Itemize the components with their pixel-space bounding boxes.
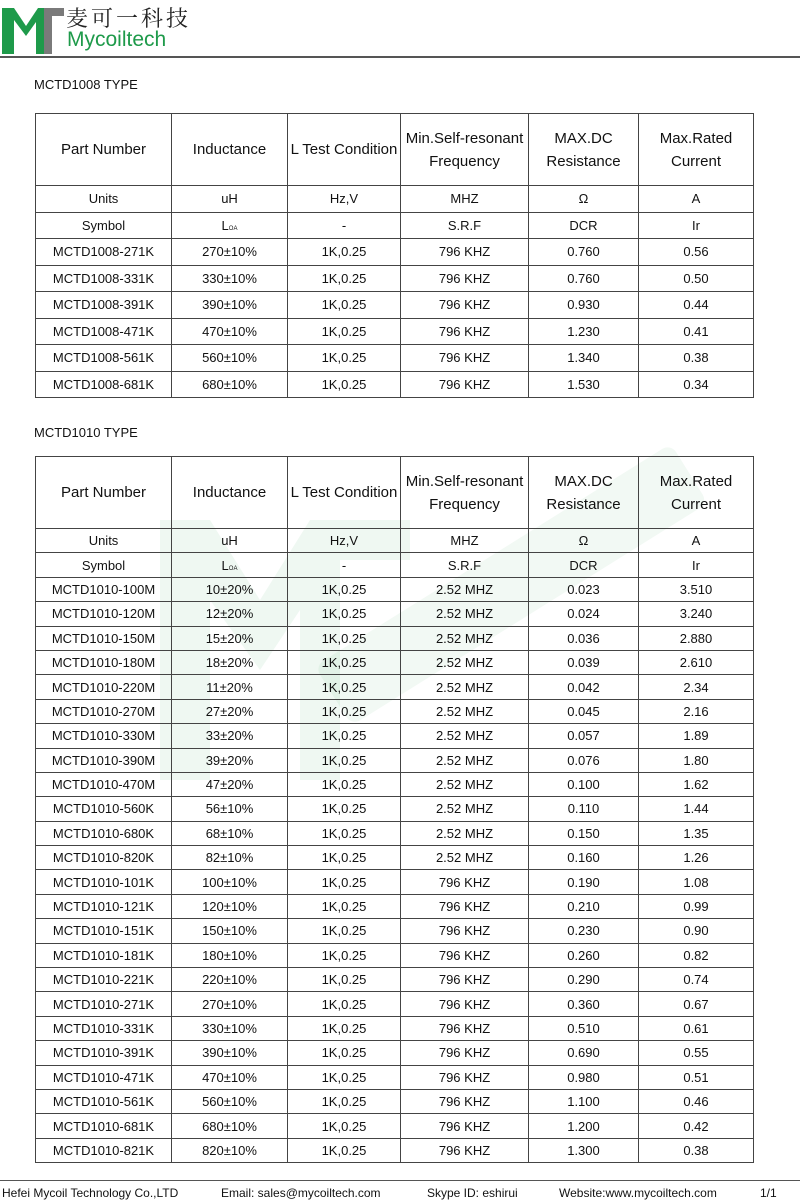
cell-dcr: 0.290 — [529, 968, 639, 992]
mctd1010-spec-table — [35, 456, 754, 1163]
cell-dcr: 0.042 — [529, 675, 639, 699]
cell-inductance: 47±20% — [172, 772, 288, 796]
header-current: Max.Rated Current — [639, 457, 754, 529]
cell-test-condition: 1K,0.25 — [288, 1065, 401, 1089]
cell-srf: 796 KHZ — [401, 1065, 529, 1089]
symbol-inductance-sub: OA — [228, 565, 238, 572]
symbol-label: Symbol — [36, 212, 172, 239]
cell-current: 0.38 — [639, 1138, 754, 1162]
cell-current: 1.89 — [639, 724, 754, 748]
table-row — [36, 1089, 754, 1113]
cell-srf: 796 KHZ — [401, 318, 529, 345]
cell-test-condition: 1K,0.25 — [288, 1114, 401, 1138]
units-dcr: Ω — [529, 186, 639, 213]
cell-dcr: 1.300 — [529, 1138, 639, 1162]
cell-inductance: 33±20% — [172, 724, 288, 748]
table-row — [36, 894, 754, 918]
brand-name-chinese: 麦可一科技 — [66, 7, 192, 32]
cell-test-condition: 1K,0.25 — [288, 265, 401, 292]
cell-dcr: 0.980 — [529, 1065, 639, 1089]
header-dcr: MAX.DC Resistance — [529, 114, 639, 186]
cell-part-number: MCTD1010-821K — [36, 1138, 172, 1162]
cell-test-condition: 1K,0.25 — [288, 292, 401, 319]
cell-dcr: 0.023 — [529, 577, 639, 601]
cell-dcr: 1.230 — [529, 318, 639, 345]
table-row — [36, 797, 754, 821]
cell-test-condition: 1K,0.25 — [288, 724, 401, 748]
footer-page-number: 1/1 — [760, 1186, 777, 1200]
cell-part-number: MCTD1010-100M — [36, 577, 172, 601]
cell-srf: 796 KHZ — [401, 1114, 529, 1138]
cell-dcr: 0.760 — [529, 265, 639, 292]
cell-dcr: 1.100 — [529, 1089, 639, 1113]
page-header — [0, 0, 800, 58]
cell-current: 0.34 — [639, 371, 754, 398]
table2-body — [36, 529, 754, 1163]
cell-current: 1.44 — [639, 797, 754, 821]
symbol-inductance-sub: OA — [228, 225, 238, 232]
cell-inductance: 560±10% — [172, 345, 288, 372]
cell-inductance: 100±10% — [172, 870, 288, 894]
cell-current: 1.80 — [639, 748, 754, 772]
symbol-row — [36, 553, 754, 577]
cell-part-number: MCTD1010-221K — [36, 968, 172, 992]
units-srf: MHZ — [401, 529, 529, 553]
cell-inductance: 560±10% — [172, 1089, 288, 1113]
symbol-inductance — [172, 212, 288, 239]
cell-dcr: 0.210 — [529, 894, 639, 918]
footer-website: Website:www.mycoiltech.com — [559, 1186, 717, 1200]
cell-srf: 796 KHZ — [401, 943, 529, 967]
cell-part-number: MCTD1010-270M — [36, 699, 172, 723]
cell-srf: 2.52 MHZ — [401, 675, 529, 699]
units-inductance: uH — [172, 186, 288, 213]
cell-inductance: 39±20% — [172, 748, 288, 772]
cell-part-number: MCTD1010-330M — [36, 724, 172, 748]
cell-current: 1.08 — [639, 870, 754, 894]
header-dcr: MAX.DC Resistance — [529, 457, 639, 529]
cell-dcr: 1.200 — [529, 1114, 639, 1138]
units-inductance: uH — [172, 529, 288, 553]
table-row — [36, 318, 754, 345]
cell-srf: 2.52 MHZ — [401, 748, 529, 772]
table1-title: MCTD1008 TYPE — [34, 77, 138, 92]
cell-part-number: MCTD1010-680K — [36, 821, 172, 845]
cell-current: 1.62 — [639, 772, 754, 796]
header-srf: Min.Self-resonant Frequency — [401, 114, 529, 186]
footer-divider — [0, 1180, 800, 1181]
cell-part-number: MCTD1010-470M — [36, 772, 172, 796]
cell-part-number: MCTD1010-121K — [36, 894, 172, 918]
cell-current: 0.74 — [639, 968, 754, 992]
cell-srf: 2.52 MHZ — [401, 699, 529, 723]
table-row — [36, 992, 754, 1016]
cell-current: 2.34 — [639, 675, 754, 699]
header-test-condition: L Test Condition — [288, 114, 401, 186]
cell-srf: 796 KHZ — [401, 894, 529, 918]
cell-part-number: MCTD1010-391K — [36, 1041, 172, 1065]
cell-current: 0.99 — [639, 894, 754, 918]
mycoiltech-logo-icon — [0, 4, 66, 56]
cell-part-number: MCTD1008-561K — [36, 345, 172, 372]
cell-srf: 796 KHZ — [401, 1089, 529, 1113]
table-row — [36, 968, 754, 992]
table-row — [36, 748, 754, 772]
symbol-dcr: DCR — [529, 212, 639, 239]
cell-dcr: 0.360 — [529, 992, 639, 1016]
cell-current: 0.44 — [639, 292, 754, 319]
cell-dcr: 1.530 — [529, 371, 639, 398]
table-row — [36, 292, 754, 319]
cell-test-condition: 1K,0.25 — [288, 577, 401, 601]
cell-inductance: 15±20% — [172, 626, 288, 650]
cell-inductance: 330±10% — [172, 265, 288, 292]
header-divider — [0, 56, 800, 58]
cell-test-condition: 1K,0.25 — [288, 846, 401, 870]
units-current: A — [639, 186, 754, 213]
cell-part-number: MCTD1010-561K — [36, 1089, 172, 1113]
cell-srf: 2.52 MHZ — [401, 821, 529, 845]
cell-current: 0.55 — [639, 1041, 754, 1065]
cell-srf: 796 KHZ — [401, 1138, 529, 1162]
cell-test-condition: 1K,0.25 — [288, 239, 401, 266]
cell-srf: 796 KHZ — [401, 870, 529, 894]
cell-dcr: 0.024 — [529, 602, 639, 626]
cell-current: 1.35 — [639, 821, 754, 845]
cell-current: 2.16 — [639, 699, 754, 723]
cell-srf: 796 KHZ — [401, 1016, 529, 1040]
symbol-test: - — [288, 553, 401, 577]
units-dcr: Ω — [529, 529, 639, 553]
table2-title: MCTD1010 TYPE — [34, 425, 138, 440]
table-row — [36, 699, 754, 723]
symbol-dcr: DCR — [529, 553, 639, 577]
cell-current: 0.41 — [639, 318, 754, 345]
symbol-current: Ir — [639, 553, 754, 577]
cell-srf: 2.52 MHZ — [401, 602, 529, 626]
symbol-inductance-main: L — [221, 557, 229, 573]
units-test: Hz,V — [288, 186, 401, 213]
table-row — [36, 371, 754, 398]
cell-dcr: 0.190 — [529, 870, 639, 894]
cell-part-number: MCTD1010-220M — [36, 675, 172, 699]
cell-inductance: 470±10% — [172, 318, 288, 345]
table-row — [36, 1065, 754, 1089]
cell-test-condition: 1K,0.25 — [288, 894, 401, 918]
symbol-srf: S.R.F — [401, 553, 529, 577]
cell-test-condition: 1K,0.25 — [288, 699, 401, 723]
units-current: A — [639, 529, 754, 553]
cell-inductance: 120±10% — [172, 894, 288, 918]
cell-dcr: 0.260 — [529, 943, 639, 967]
cell-current: 2.610 — [639, 650, 754, 674]
cell-dcr: 0.150 — [529, 821, 639, 845]
cell-inductance: 56±10% — [172, 797, 288, 821]
cell-inductance: 27±20% — [172, 699, 288, 723]
table-row — [36, 772, 754, 796]
cell-current: 1.26 — [639, 846, 754, 870]
header-current: Max.Rated Current — [639, 114, 754, 186]
cell-test-condition: 1K,0.25 — [288, 1138, 401, 1162]
cell-srf: 2.52 MHZ — [401, 846, 529, 870]
cell-dcr: 0.230 — [529, 919, 639, 943]
units-row — [36, 186, 754, 213]
cell-inductance: 820±10% — [172, 1138, 288, 1162]
cell-part-number: MCTD1010-120M — [36, 602, 172, 626]
units-label: Units — [36, 186, 172, 213]
cell-part-number: MCTD1010-331K — [36, 1016, 172, 1040]
cell-srf: 2.52 MHZ — [401, 772, 529, 796]
cell-test-condition: 1K,0.25 — [288, 602, 401, 626]
header-inductance: Inductance — [172, 457, 288, 529]
table-row — [36, 265, 754, 292]
cell-current: 0.46 — [639, 1089, 754, 1113]
cell-inductance: 18±20% — [172, 650, 288, 674]
cell-inductance: 390±10% — [172, 1041, 288, 1065]
cell-srf: 796 KHZ — [401, 292, 529, 319]
cell-srf: 796 KHZ — [401, 345, 529, 372]
cell-srf: 796 KHZ — [401, 968, 529, 992]
cell-test-condition: 1K,0.25 — [288, 821, 401, 845]
cell-dcr: 0.930 — [529, 292, 639, 319]
table-row — [36, 239, 754, 266]
cell-test-condition: 1K,0.25 — [288, 1041, 401, 1065]
cell-part-number: MCTD1010-390M — [36, 748, 172, 772]
header-part-number: Part Number — [36, 457, 172, 529]
units-row — [36, 529, 754, 553]
table-row — [36, 1114, 754, 1138]
header-inductance: Inductance — [172, 114, 288, 186]
table1-body — [36, 186, 754, 398]
cell-inductance: 470±10% — [172, 1065, 288, 1089]
cell-srf: 796 KHZ — [401, 239, 529, 266]
cell-current: 0.90 — [639, 919, 754, 943]
cell-current: 0.67 — [639, 992, 754, 1016]
cell-part-number: MCTD1008-271K — [36, 239, 172, 266]
cell-inductance: 10±20% — [172, 577, 288, 601]
cell-current: 0.61 — [639, 1016, 754, 1040]
cell-part-number: MCTD1010-560K — [36, 797, 172, 821]
cell-part-number: MCTD1010-271K — [36, 992, 172, 1016]
cell-current: 3.510 — [639, 577, 754, 601]
cell-test-condition: 1K,0.25 — [288, 992, 401, 1016]
symbol-label: Symbol — [36, 553, 172, 577]
mctd1008-spec-table — [35, 113, 754, 398]
cell-inductance: 680±10% — [172, 371, 288, 398]
table-row — [36, 870, 754, 894]
cell-inductance: 82±10% — [172, 846, 288, 870]
cell-part-number: MCTD1008-681K — [36, 371, 172, 398]
cell-test-condition: 1K,0.25 — [288, 1016, 401, 1040]
cell-dcr: 0.110 — [529, 797, 639, 821]
cell-inductance: 220±10% — [172, 968, 288, 992]
symbol-row — [36, 212, 754, 239]
cell-test-condition: 1K,0.25 — [288, 675, 401, 699]
cell-dcr: 1.340 — [529, 345, 639, 372]
cell-test-condition: 1K,0.25 — [288, 650, 401, 674]
symbol-inductance-main: L — [221, 217, 229, 233]
cell-current: 3.240 — [639, 602, 754, 626]
cell-test-condition: 1K,0.25 — [288, 626, 401, 650]
symbol-test: - — [288, 212, 401, 239]
cell-srf: 796 KHZ — [401, 371, 529, 398]
table-row — [36, 602, 754, 626]
cell-inductance: 12±20% — [172, 602, 288, 626]
cell-dcr: 0.100 — [529, 772, 639, 796]
cell-part-number: MCTD1010-101K — [36, 870, 172, 894]
cell-dcr: 0.760 — [529, 239, 639, 266]
cell-dcr: 0.057 — [529, 724, 639, 748]
table-row — [36, 919, 754, 943]
cell-srf: 796 KHZ — [401, 919, 529, 943]
cell-test-condition: 1K,0.25 — [288, 968, 401, 992]
symbol-inductance — [172, 553, 288, 577]
table-row — [36, 1016, 754, 1040]
cell-dcr: 0.690 — [529, 1041, 639, 1065]
cell-inductance: 150±10% — [172, 919, 288, 943]
table-row — [36, 345, 754, 372]
cell-part-number: MCTD1008-471K — [36, 318, 172, 345]
cell-part-number: MCTD1010-471K — [36, 1065, 172, 1089]
cell-current: 0.51 — [639, 1065, 754, 1089]
symbol-srf: S.R.F — [401, 212, 529, 239]
cell-current: 0.38 — [639, 345, 754, 372]
cell-part-number: MCTD1008-391K — [36, 292, 172, 319]
cell-test-condition: 1K,0.25 — [288, 318, 401, 345]
cell-dcr: 0.160 — [529, 846, 639, 870]
brand-name-english: Mycoiltech — [67, 28, 167, 51]
table-row — [36, 821, 754, 845]
cell-inductance: 180±10% — [172, 943, 288, 967]
cell-inductance: 680±10% — [172, 1114, 288, 1138]
header-srf: Min.Self-resonant Frequency — [401, 457, 529, 529]
table-row — [36, 650, 754, 674]
cell-srf: 2.52 MHZ — [401, 724, 529, 748]
units-label: Units — [36, 529, 172, 553]
cell-test-condition: 1K,0.25 — [288, 772, 401, 796]
table-row — [36, 943, 754, 967]
cell-current: 2.880 — [639, 626, 754, 650]
cell-test-condition: 1K,0.25 — [288, 919, 401, 943]
cell-test-condition: 1K,0.25 — [288, 345, 401, 372]
cell-test-condition: 1K,0.25 — [288, 797, 401, 821]
cell-dcr: 0.036 — [529, 626, 639, 650]
cell-inductance: 68±10% — [172, 821, 288, 845]
cell-srf: 2.52 MHZ — [401, 797, 529, 821]
cell-srf: 2.52 MHZ — [401, 650, 529, 674]
cell-part-number: MCTD1008-331K — [36, 265, 172, 292]
cell-inductance: 270±10% — [172, 239, 288, 266]
cell-inductance: 11±20% — [172, 675, 288, 699]
cell-part-number: MCTD1010-150M — [36, 626, 172, 650]
footer-skype: Skype ID: eshirui — [427, 1186, 518, 1200]
footer-company: Hefei Mycoil Technology Co.,LTD — [2, 1186, 179, 1200]
cell-inductance: 330±10% — [172, 1016, 288, 1040]
cell-srf: 796 KHZ — [401, 265, 529, 292]
cell-srf: 2.52 MHZ — [401, 626, 529, 650]
cell-part-number: MCTD1010-181K — [36, 943, 172, 967]
cell-part-number: MCTD1010-180M — [36, 650, 172, 674]
cell-srf: 796 KHZ — [401, 1041, 529, 1065]
cell-test-condition: 1K,0.25 — [288, 1089, 401, 1113]
cell-dcr: 0.045 — [529, 699, 639, 723]
cell-dcr: 0.510 — [529, 1016, 639, 1040]
cell-test-condition: 1K,0.25 — [288, 371, 401, 398]
table-row — [36, 1138, 754, 1162]
table-row — [36, 1041, 754, 1065]
cell-current: 0.82 — [639, 943, 754, 967]
cell-part-number: MCTD1010-820K — [36, 846, 172, 870]
table-row — [36, 675, 754, 699]
cell-test-condition: 1K,0.25 — [288, 748, 401, 772]
table-row — [36, 577, 754, 601]
cell-dcr: 0.039 — [529, 650, 639, 674]
cell-current: 0.56 — [639, 239, 754, 266]
cell-part-number: MCTD1010-151K — [36, 919, 172, 943]
footer-email: Email: sales@mycoiltech.com — [221, 1186, 381, 1200]
cell-current: 0.50 — [639, 265, 754, 292]
cell-inductance: 390±10% — [172, 292, 288, 319]
cell-test-condition: 1K,0.25 — [288, 870, 401, 894]
symbol-current: Ir — [639, 212, 754, 239]
cell-srf: 2.52 MHZ — [401, 577, 529, 601]
cell-current: 0.42 — [639, 1114, 754, 1138]
cell-dcr: 0.076 — [529, 748, 639, 772]
header-part-number: Part Number — [36, 114, 172, 186]
units-srf: MHZ — [401, 186, 529, 213]
table-row — [36, 724, 754, 748]
cell-inductance: 270±10% — [172, 992, 288, 1016]
table-row — [36, 846, 754, 870]
cell-test-condition: 1K,0.25 — [288, 943, 401, 967]
cell-part-number: MCTD1010-681K — [36, 1114, 172, 1138]
units-test: Hz,V — [288, 529, 401, 553]
header-test-condition: L Test Condition — [288, 457, 401, 529]
cell-srf: 796 KHZ — [401, 992, 529, 1016]
table-row — [36, 626, 754, 650]
